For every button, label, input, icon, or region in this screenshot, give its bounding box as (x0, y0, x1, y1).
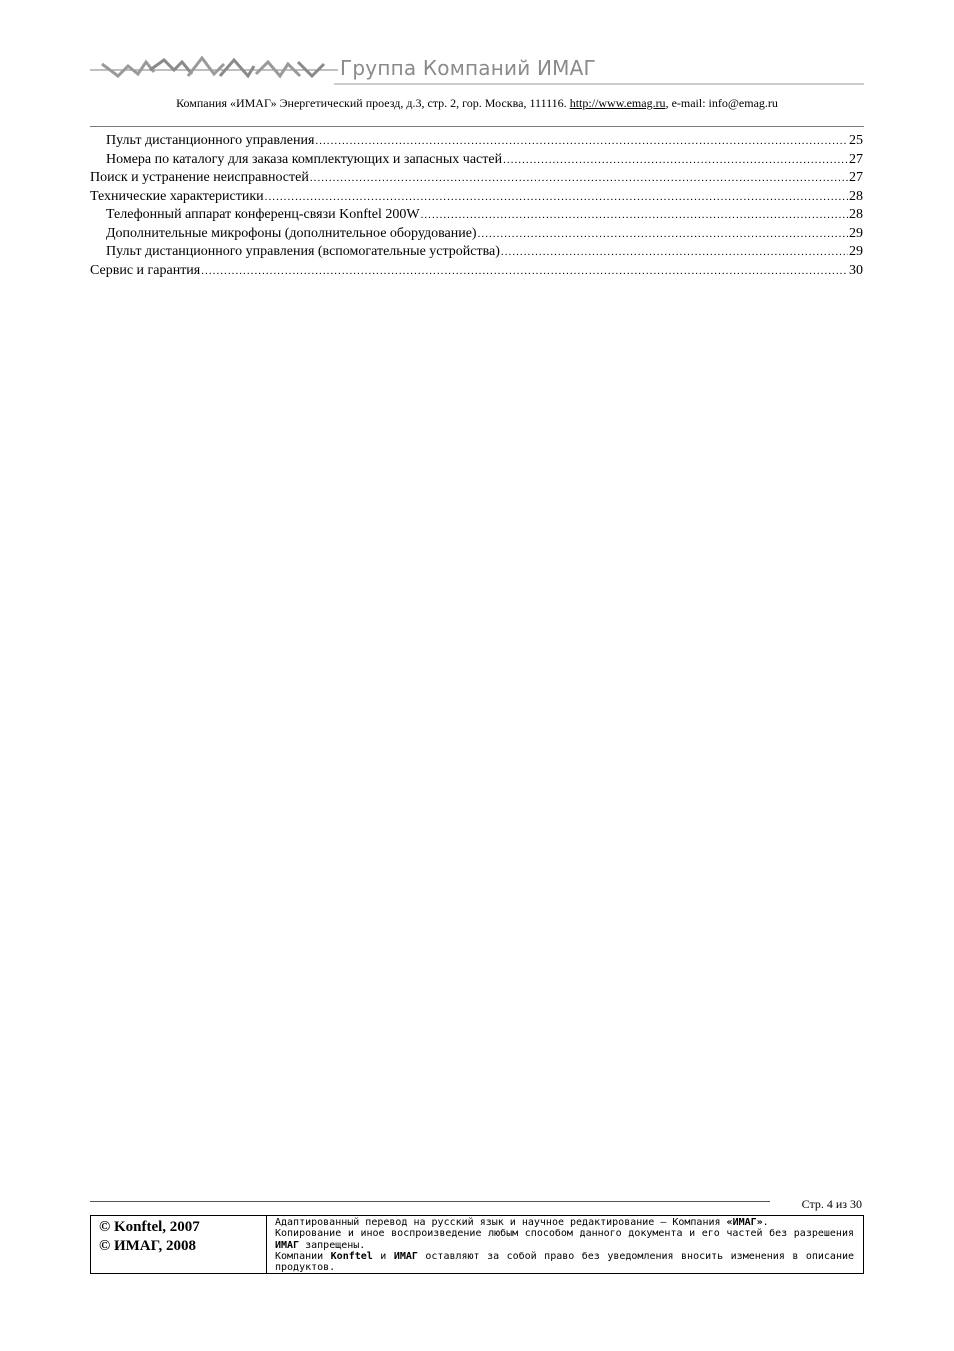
toc-entry-page: 29 (849, 244, 863, 259)
toc-entry[interactable] (90, 188, 863, 207)
address-text: Компания «ИМАГ» Энергетический проезд, д.3, стр. 2, гор. Москва, 111116. (176, 96, 567, 110)
toc-entry-page: 27 (849, 170, 863, 185)
toc-dot-leader (265, 188, 848, 207)
notice-copying: Копирование и иное воспроизведение любым способом данного документа и его частей без разрешения ИМАГ запрещены. (275, 1228, 854, 1251)
table-of-contents (90, 132, 863, 280)
copyright-konftel: © Konftel, 2007 (99, 1219, 200, 1235)
toc-dot-leader (501, 243, 848, 262)
copyright-imag: © ИМАГ, 2008 (99, 1238, 196, 1254)
toc-entry-title: Технические характеристики (90, 188, 264, 204)
toc-entry-title: Телефонный аппарат конференц-связи Konftel 200W (106, 207, 420, 222)
toc-entry[interactable] (90, 206, 863, 225)
toc-entry-title: Поиск и устранение неисправностей (90, 170, 309, 185)
toc-entry-page: 28 (849, 188, 863, 204)
toc-dot-leader (503, 151, 848, 170)
footer-notice (267, 1216, 863, 1273)
toc-dot-leader (421, 206, 848, 225)
toc-dot-leader (478, 225, 848, 244)
toc-entry-title: Пульт дистанционного управления (106, 133, 315, 148)
toc-dot-leader (310, 169, 848, 188)
notice-rights: Компании Konftel и ИМАГ оставляют за собой право без уведомления вносить изменения в описание продуктов. (275, 1250, 855, 1274)
toc-entry-page: 28 (849, 207, 863, 222)
toc-entry[interactable] (90, 169, 863, 188)
toc-entry[interactable] (90, 151, 863, 170)
toc-entry[interactable] (90, 225, 863, 244)
toc-entry-title: Дополнительные микрофоны (дополнительное оборудование) (106, 225, 477, 241)
footer-copyright (91, 1216, 267, 1273)
toc-entry-page: 30 (849, 262, 863, 278)
footer-box (90, 1215, 864, 1274)
toc-entry[interactable] (90, 243, 863, 262)
company-group-title: Группа Компаний ИМАГ (340, 56, 596, 80)
toc-entry-title: Номера по каталогу для заказа комплектующих и запасных частей (106, 151, 503, 167)
toc-entry[interactable] (90, 132, 863, 151)
website-link[interactable]: http://www.emag.ru (569, 96, 666, 110)
notice-translation: Адаптированный перевод на русский язык и научное редактирование – Компания «ИМАГ». (275, 1217, 769, 1228)
toc-dot-leader (315, 132, 848, 151)
toc-entry-title: Пульт дистанционного управления (вспомогательные устройства) (106, 244, 500, 259)
toc-entry-page: 27 (849, 151, 863, 167)
company-address (0, 96, 954, 111)
footer-divider (90, 1201, 770, 1202)
toc-entry[interactable] (90, 262, 863, 281)
toc-entry-page: 25 (849, 133, 863, 148)
header-divider (90, 126, 864, 127)
toc-entry-title: Сервис и гарантия (90, 262, 201, 278)
email-text: , e-mail: info@emag.ru (665, 96, 778, 110)
page-number: Стр. 4 из 30 (801, 1197, 862, 1211)
toc-dot-leader (201, 262, 848, 281)
toc-entry-page: 29 (849, 225, 863, 241)
